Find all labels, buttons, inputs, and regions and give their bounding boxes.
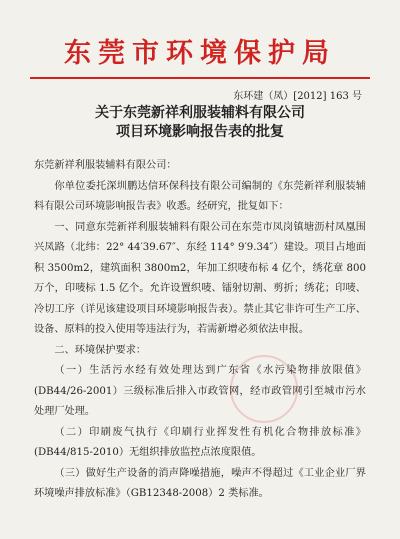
approval-item-2-heading: 二、环境保护要求： (54, 344, 147, 356)
approval-item-1: 一、同意东莞新祥利服装辅料有限公司在东莞市凤岗镇塘沥村凤凰围兴凤路（北纬：22° 44′39.67″、东经 114° 9′9.34″）建设。项目占地面积 3500m2，建筑面积 3800m2，年加工织唛布标 4 亿个，绣花章 800 万个，印唛标 1.5 亿个。允许设置织唛、镭射切割、剪折；绣花；印唛、冷切工序（详见该建设项目环境影响报告表）。禁止其它非许可生产工序、设备、原料的投入使用等违法行为，若需新增必须依法申报。 (34, 221, 366, 335)
salutation: 东莞新祥利服装辅料有限公司： (34, 160, 177, 171)
document-body (34, 156, 366, 505)
document-title (34, 104, 366, 142)
requirement-3: （三）做好生产设备的消声降噪措施，噪声不得超过《工业企业厂界环境噪声排放标准》（GB12348-2008）2 类标准。 (34, 467, 366, 499)
agency-header: 东莞市环境保护局 (64, 38, 336, 69)
intro-paragraph: 你单位委托深圳鹏达信环保科技有限公司编制的《东莞新祥利服装辅料有限公司环境影响报告表》收悉。经研究，批复如下： (34, 180, 366, 212)
title-line-2: 项目环境影响报告表的批复 (116, 124, 284, 140)
title-line-1: 关于东莞新祥利服装辅料有限公司 (95, 105, 305, 121)
document-number: 东环建（凤）[2012] 163 号 (233, 91, 362, 102)
faint-seal-mark (230, 355, 298, 423)
requirement-2: （二）印刷废气执行《印刷行业挥发性有机化合物排放标准》(DB44/815-2010）无组织排放监控点浓度限值。 (34, 426, 366, 458)
requirement-1: （一）生活污水经有效处理达到广东省《水污染物排放限值》(DB44/26-2001）三级标准后排入市政管网，经市政管网引至城市污水处理厂处理。 (34, 365, 366, 417)
red-divider-line (30, 77, 370, 79)
